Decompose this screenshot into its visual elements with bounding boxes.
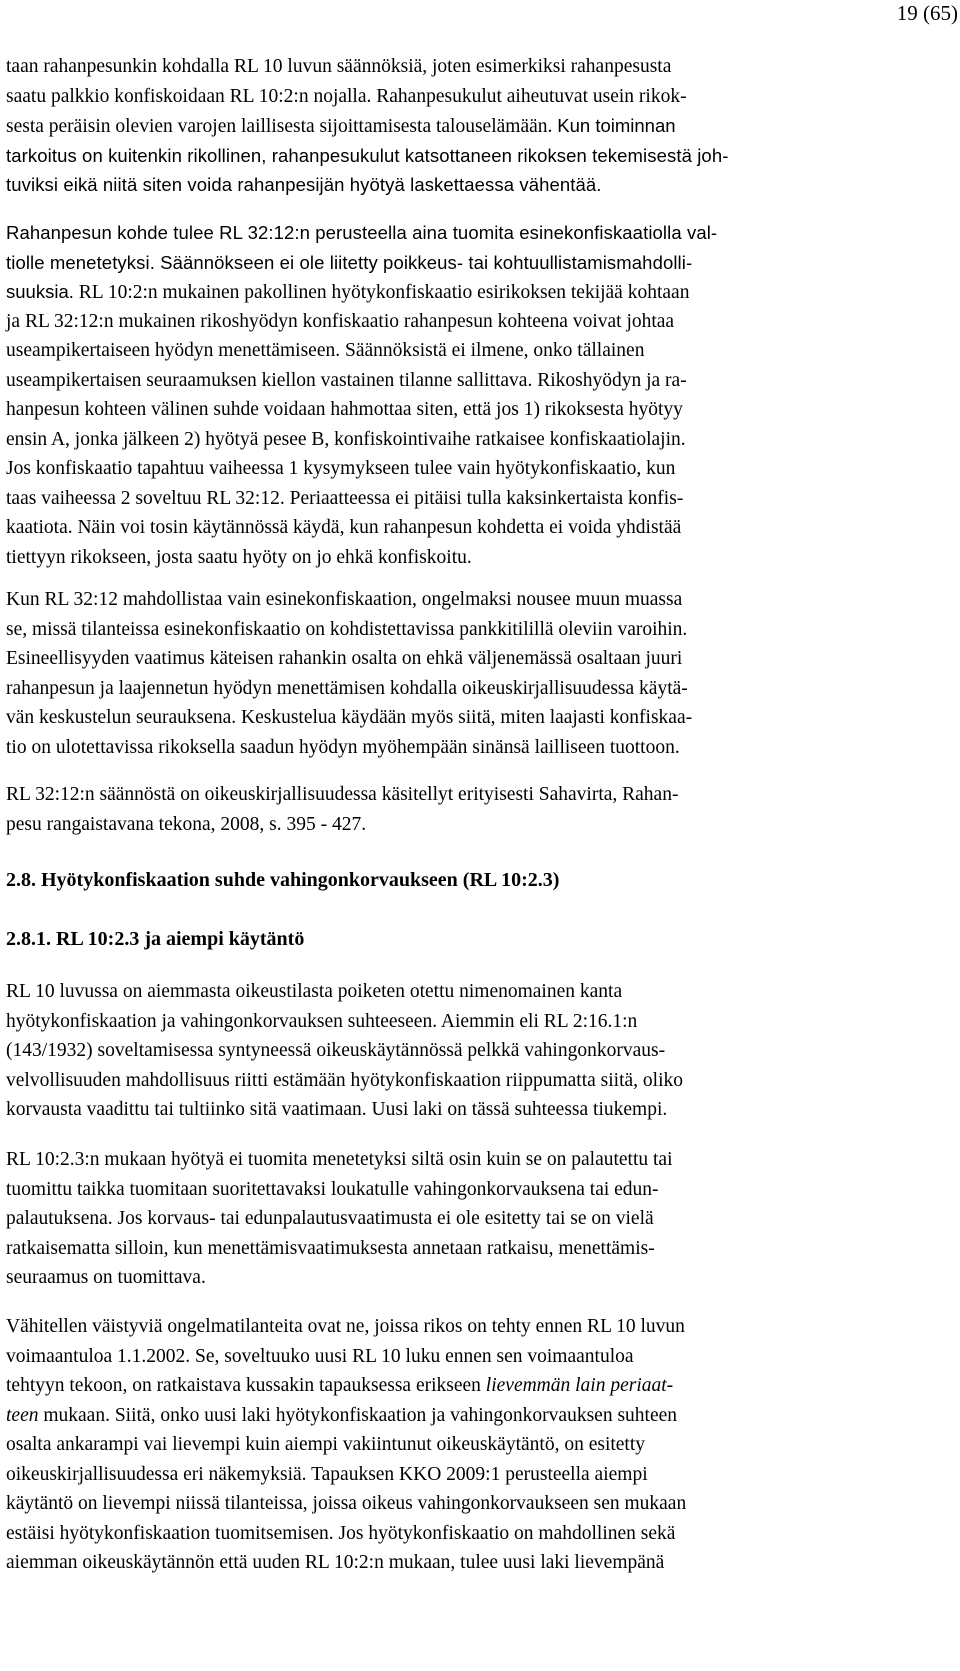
text-line: RL 10:2.3:n mukaan hyötyä ei tuomita menetetyksi siltä osin kuin se on palautettu tai <box>6 1149 673 1170</box>
section-heading: 2.8. Hyötykonfiskaation suhde vahingonkorvaukseen (RL 10:2.3) <box>6 869 560 891</box>
text-line: tarkoitus on kuitenkin rikollinen, rahanpesukulut katsottaneen rikoksen tekemisestä joh- <box>6 144 729 166</box>
text-run: Kun toiminnan <box>557 115 676 136</box>
text-line: taan rahanpesunkin kohdalla RL 10 luvun säännöksiä, joten esimerkiksi rahanpesusta <box>6 56 672 77</box>
text-line: RL 10 luvussa on aiemmasta oikeustilasta poiketen otettu nimenomainen kanta <box>6 981 623 1002</box>
text-run: tehtyyn tekoon, on ratkaistava kussakin tapauksessa erikseen <box>6 1375 486 1396</box>
text-line: tiettyyn rikokseen, josta saatu hyöty on jo ehkä konfiskoitu. <box>6 546 472 568</box>
italic-text: teen <box>6 1404 39 1426</box>
text-run: sesta peräisin olevien varojen laillisesta sijoittamisesta talouselämään. <box>6 116 553 137</box>
paragraph-3 <box>6 585 906 762</box>
text-line: käytäntö on lievempi niissä tilanteissa, joissa oikeus vahingonkorvaukseen sen mukaan <box>6 1493 687 1514</box>
text-line: velvollisuuden mahdollisuus riitti estämään hyötykonfiskaation riippumatta siitä, oliko <box>6 1069 683 1091</box>
text-line: useampikertaiseen hyödyn menettämiseen. Säännöksistä ei ilmene, onko tällainen <box>6 340 645 361</box>
text-line: Esineellisyyden vaatimus käteisen rahankin osalta on ehkä väljenemässä osaltaan juuri <box>6 648 683 669</box>
text-line: tiolle menetetyksi. Säännökseen ei ole liitetty poikkeus- tai kohtuullistamismahdolli- <box>6 251 693 273</box>
page-number: 19 (65) <box>896 1 958 25</box>
text-line: taas vaiheessa 2 soveltuu RL 32:12. Periaatteessa ei pitäisi tulla kaksinkertaista konfis- <box>6 487 684 509</box>
text-line: aiemman oikeuskäytännön että uuden RL 10:2:n mukaan, tulee uusi laki lievempänä <box>6 1552 665 1573</box>
text-line: estäisi hyötykonfiskaation tuomitsemisen. Jos hyötykonfiskaatio on mahdollinen sekä <box>6 1522 676 1544</box>
paragraph-7 <box>6 1312 906 1578</box>
text-run: mukaan. Siitä, onko uusi laki hyötykonfiskaation ja vahingonkorvauksen suhteen <box>38 1404 678 1426</box>
text-line: osalta ankarampi vai lievempi kuin aiempi vakiintunut oikeuskäytäntö, on esitetty <box>6 1434 646 1455</box>
text-line: se, missä tilanteissa esinekonfiskaatio on kohdistettavissa pankkitilillä oleviin varoihin. <box>6 618 688 640</box>
paragraph-6 <box>6 1145 906 1293</box>
paragraph-2-sans <box>6 218 906 277</box>
text-line: Rahanpesun kohde tulee RL 32:12:n perusteella aina tuomita esinekonfiskaatiolla val- <box>6 222 718 243</box>
text-line: (143/1932) soveltamisessa syntyneessä oikeuskäytännössä pelkkä vahingonkorvaus- <box>6 1040 666 1061</box>
text-line: hyötykonfiskaation ja vahingonkorvauksen suhteeseen. Aiemmin eli RL 2:16.1:n <box>6 1010 638 1032</box>
text-line: Jos konfiskaatio tapahtuu vaiheessa 1 kysymykseen tulee vain hyötykonfiskaatio, kun <box>6 458 676 479</box>
text-line: rahanpesun ja laajennetun hyödyn menettämisen kohdalla oikeuskirjallisuudessa käytä- <box>6 677 688 699</box>
text-line: Kun RL 32:12 mahdollistaa vain esinekonfiskaation, ongelmaksi nousee muun muassa <box>6 589 683 610</box>
text-line: kaatiota. Näin voi tosin käytännössä käydä, kun rahanpesun kohdetta ei voida yhdistää <box>6 517 682 538</box>
text-line: hanpesun kohteen välinen suhde voidaan hahmottaa siten, että jos 1) rikoksesta hyötyy <box>6 399 683 420</box>
text-line: Vähitellen väistyviä ongelmatilanteita ovat ne, joissa rikos on tehty ennen RL 10 luvun <box>6 1316 685 1337</box>
text-line: vän keskustelun seurauksena. Keskustelua käydään myös siitä, miten laajasti konfiskaa- <box>6 707 693 728</box>
text-line: saatu palkkio konfiskoidaan RL 10:2:n nojalla. Rahanpesukulut aiheutuvat usein rikok- <box>6 85 687 107</box>
text-line: ratkaisematta silloin, kun menettämisvaatimuksesta annetaan ratkaisu, menettämis- <box>6 1237 655 1259</box>
paragraph-2 <box>6 277 906 572</box>
text-line: tio on ulotettavissa rikoksella saadun hyödyn myöhempään sinänsä lailliseen tuottoon. <box>6 736 680 758</box>
text-line <box>6 277 906 307</box>
paragraph-5 <box>6 977 906 1125</box>
text-line: tuviksi eikä niitä siten voida rahanpesijän hyötyä laskettaessa vähentää. <box>6 174 602 195</box>
text-line <box>6 1371 906 1401</box>
text-line: korvausta vaadittu tai tultiinko sitä vaatimaan. Uusi laki on tässä suhteessa tiukempi. <box>6 1099 668 1120</box>
text-line: tuomittu taikka tuomitaan suoritettavaksi loukatulle vahingonkorvauksena tai edun- <box>6 1178 659 1200</box>
italic-text: lievemmän lain periaat- <box>485 1375 674 1396</box>
text-run: RL 10:2:n mukainen pakollinen hyötykonfiskaatio esirikoksen tekijää kohtaan <box>78 282 690 303</box>
paragraph-1-continued <box>6 141 906 200</box>
text-line: voimaantuloa 1.1.2002. Se, soveltuuko uusi RL 10 luku ennen sen voimaantuloa <box>6 1345 634 1367</box>
text-line: RL 32:12:n säännöstä on oikeuskirjallisuudessa käsitellyt erityisesti Sahavirta, Rahan- <box>6 784 679 805</box>
text-line: useampikertaisen seuraamuksen kiellon vastainen tilanne sallittava. Rikoshyödyn ja ra- <box>6 369 687 391</box>
text-line: pesu rangaistavana tekona, 2008, s. 395 - 427. <box>6 813 367 835</box>
text-line: ensin A, jonka jälkeen 2) hyötyä pesee B, konfiskointivaihe ratkaisee konfiskaatiolajin. <box>6 428 686 450</box>
text-line: palautuksena. Jos korvaus- tai edunpalautusvaatimusta ei ole esitetty tai se on vielä <box>6 1208 654 1229</box>
subsection-heading: 2.8.1. RL 10:2.3 ja aiempi käytäntö <box>6 928 305 950</box>
text-run: suuksia. <box>6 281 74 302</box>
text-line: oikeuskirjallisuudessa eri näkemyksiä. Tapauksen KKO 2009:1 perusteella aiempi <box>6 1463 648 1485</box>
text-line <box>6 111 906 141</box>
text-line: ja RL 32:12:n mukainen rikoshyödyn konfiskaatio rahanpesun kohteena voivat johtaa <box>6 310 675 332</box>
paragraph-4 <box>6 780 906 839</box>
paragraph-1 <box>6 52 906 141</box>
text-line: seuraamus on tuomittava. <box>6 1267 206 1288</box>
text-line <box>6 1401 906 1431</box>
